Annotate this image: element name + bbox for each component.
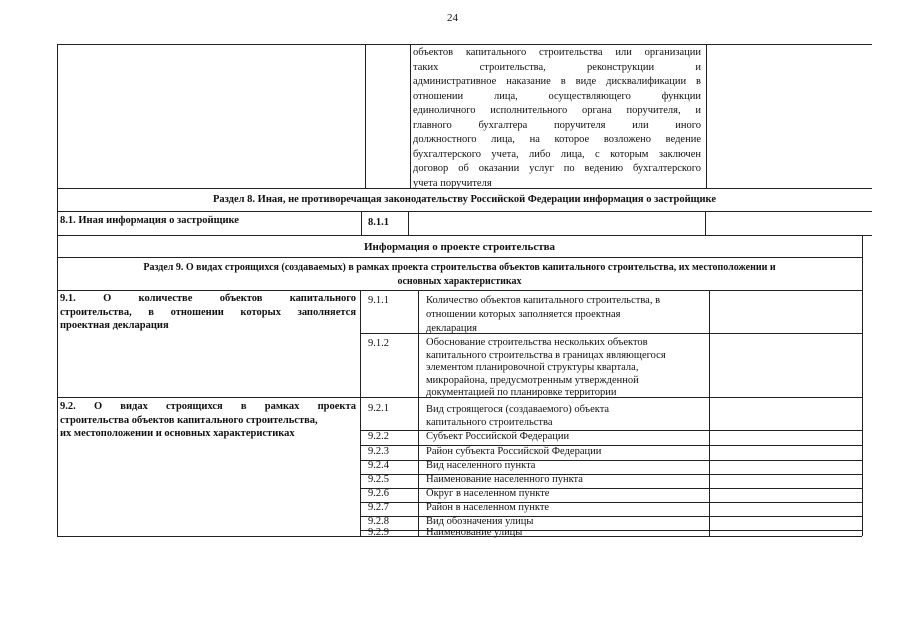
text-line: бухгалтерского учета, либо лица, с которым заключен — [413, 148, 701, 160]
text-line: документацией по планировке территории — [426, 387, 617, 398]
row-9-1-2-text — [426, 337, 706, 400]
text-line: декларация — [426, 323, 477, 334]
code-9-2-1: 9.2.1 — [368, 403, 389, 414]
section-9-title-line: Раздел 9. О видах строящихся (создаваемых) в рамках проекта строительства объектов капитального строительства, их местоположении и — [143, 262, 776, 273]
text-line: капитального строительства — [426, 417, 553, 428]
text-line: учета поручителя — [413, 177, 492, 189]
row-9-1-1-text — [426, 294, 706, 336]
text-line: отношении лица, осуществляющего функции — [413, 90, 701, 102]
section-9-2-label — [60, 400, 356, 441]
row-9-2-6-text: Округ в населенном пункте — [426, 488, 550, 499]
row-9-2-3-text: Район субъекта Российской Федерации — [426, 446, 602, 457]
page-number: 24 — [447, 12, 458, 24]
text-line: Количество объектов капитального строительства, в — [426, 295, 661, 306]
label-line: 9.2. О видах строящихся в рамках проекта — [60, 401, 356, 412]
text-line: отношении которых заполняется проектная — [426, 309, 621, 320]
row-9-2-8-text: Вид обозначения улицы — [426, 516, 534, 527]
label-line: строительства, в отношении которых заполняется — [60, 306, 356, 318]
section-9-title-line: основных характеристиках — [397, 275, 522, 287]
code-9-2-6: 9.2.6 — [368, 488, 389, 499]
code-9-2-3: 9.2.3 — [368, 446, 389, 457]
code-9-2-4: 9.2.4 — [368, 460, 389, 471]
text-line: элементом планировочной структуры квартала, — [426, 362, 639, 373]
section-8-1-label: 8.1. Иная информация о застройщике — [60, 215, 239, 226]
code-9-2-8: 9.2.8 — [368, 516, 389, 527]
project-info-header: Информация о проекте строительства — [363, 241, 556, 253]
section-9-title — [57, 261, 862, 288]
code-9-2-9: 9.2.9 — [368, 527, 389, 538]
row-9-2-2-text: Субъект Российской Федерации — [426, 431, 570, 442]
code-9-2-5: 9.2.5 — [368, 474, 389, 485]
code-9-2-7: 9.2.7 — [368, 502, 389, 513]
continuation-cell-text — [413, 46, 701, 191]
row-9-2-4-text: Вид населенного пункта — [426, 460, 536, 471]
text-line: объектов капитального строительства или организации — [413, 47, 701, 58]
row-9-2-1-text — [426, 403, 706, 429]
section-9-1-label — [60, 292, 356, 333]
text-line: должностного лица, на которое возложено ведение — [413, 134, 701, 145]
label-line: их местоположении и основных характеристиках — [60, 428, 295, 439]
row-9-2-5-text: Наименование населенного пункта — [426, 474, 583, 485]
text-line: административное наказание в виде дисквалификации в — [413, 76, 701, 87]
text-line: Обоснование строительства нескольких объектов — [426, 337, 648, 348]
text-line: таких строительства, реконструкции и — [413, 61, 701, 73]
label-line: строительства объектов капитального строительства, — [60, 414, 318, 426]
label-line: 9.1. О количестве объектов капитального — [60, 293, 356, 304]
row-9-2-9-text: Наименование улицы — [426, 527, 523, 538]
code-9-1-1: 9.1.1 — [368, 295, 389, 306]
section-8-1-1-code: 8.1.1 — [368, 217, 389, 228]
text-line: микрорайона, предусмотренным утвержденной — [426, 374, 639, 386]
text-line: главного бухгалтера поручителя или иного — [413, 119, 701, 131]
text-line: договор об оказании услуг по ведению бухгалтерского — [413, 163, 701, 174]
text-line: капитального строительства в границах являющегося — [426, 349, 666, 361]
code-9-1-2: 9.1.2 — [368, 338, 389, 349]
text-line: Вид строящегося (создаваемого) объекта — [426, 404, 610, 415]
code-9-2-2: 9.2.2 — [368, 431, 389, 442]
section-8-title: Раздел 8. Иная, не противоречащая законодательству Российской Федерации информация о застройщике — [212, 194, 716, 205]
row-9-2-7-text: Район в населенном пункте — [426, 502, 550, 513]
text-line: единоличного исполнительного органа поручителя, и — [413, 105, 701, 116]
label-line: проектная декларация — [60, 320, 169, 331]
